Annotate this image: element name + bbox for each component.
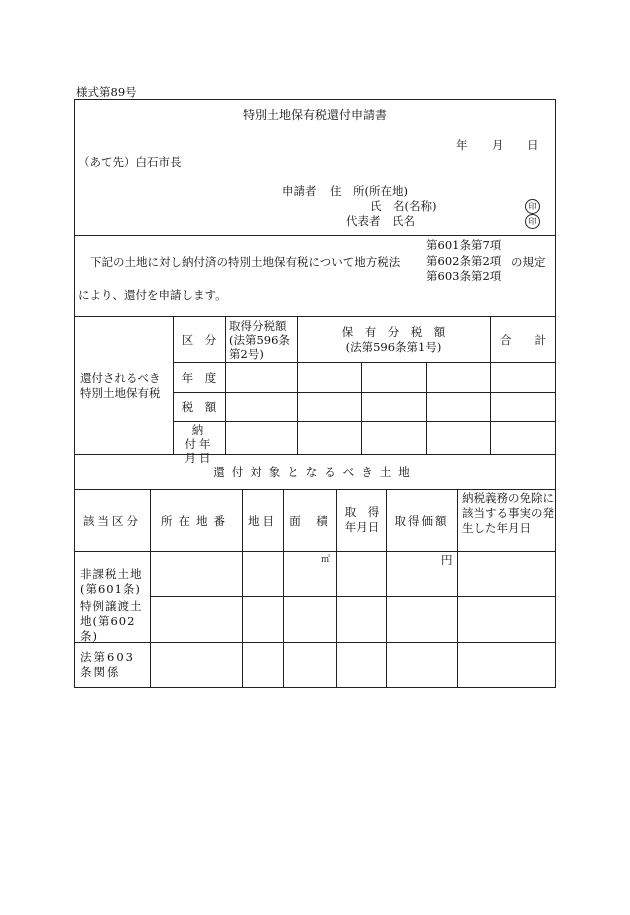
article-602: 第602条第2項 (426, 254, 502, 268)
kubun-header: 区 分 (181, 333, 217, 347)
grid-line (426, 362, 427, 454)
header-acq-date: 取 得年月日 (344, 505, 380, 534)
address-label: 住 所(所在地) (330, 184, 408, 198)
date-month: 月 (492, 138, 504, 152)
header-category: 該当区分 (83, 514, 141, 528)
applicant-label: 申請者 (282, 184, 317, 198)
frame-right (555, 99, 556, 688)
form-number: 様式第89号 (76, 85, 137, 99)
acquisition-tax-header: 取得分税額(法第596条第2号) (229, 319, 290, 361)
holding-tax-title: 保 有 分 税 額 (341, 325, 446, 339)
article-603: 第603条第2項 (426, 269, 502, 283)
header-acq-price: 取得価額 (394, 514, 449, 528)
row-label-year: 年 度 (181, 371, 217, 385)
representative-label: 代表者 氏名 (346, 214, 415, 228)
row-label-tax: 税 額 (181, 400, 217, 414)
article-601: 第601条第7項 (426, 238, 502, 252)
name-label: 氏 名(名称) (370, 199, 437, 213)
statement-line2: により、還付を申請します。 (78, 288, 227, 302)
category-non-taxable: 非課税土地(第601条) (80, 567, 143, 596)
grid-line (173, 421, 556, 422)
addressee: （あて先）白石市長 (78, 155, 182, 169)
header-land-type: 地目 (248, 514, 277, 528)
grid-line (150, 596, 556, 597)
divider (74, 316, 556, 317)
grid-line (457, 489, 458, 688)
category-special-transfer: 特例譲渡土地(第602条) (80, 599, 143, 643)
unit-area: ㎡ (321, 555, 331, 565)
divider (74, 489, 556, 490)
frame-bottom (74, 687, 556, 688)
grid-line (225, 316, 226, 454)
grid-line (173, 362, 556, 363)
statement-text: 下記の土地に対し納付済の特別土地保有税について地方税法 (90, 255, 401, 269)
date-year: 年 (456, 138, 468, 152)
frame-top (74, 99, 556, 100)
header-location: 所在地番 (161, 514, 231, 528)
land-section-title: 還付対象となるべき土地 (213, 465, 417, 479)
tax-row-header: 還付されるべき特別土地保有税 (80, 371, 161, 400)
form-title: 特別土地保有税還付申請書 (242, 108, 387, 122)
seal-icon: 印 (525, 214, 540, 229)
unit-price: 円 (441, 553, 453, 567)
grid-line (74, 551, 556, 552)
statement-suffix: の規定 (511, 255, 546, 269)
seal-icon: 印 (525, 199, 540, 214)
header-area: 面 積 (289, 514, 330, 528)
row-label-paydate: 納 付年月日 (184, 423, 221, 465)
category-art603: 法第603条関係 (80, 650, 135, 679)
grid-line (74, 454, 556, 455)
header-exemption: 納税義務の免除に該当する事実の発生した年月日 (462, 491, 554, 535)
grid-line (336, 489, 337, 688)
grid-line (361, 362, 362, 454)
divider (74, 235, 556, 236)
total-header: 合 計 (500, 333, 546, 347)
grid-line (173, 392, 556, 393)
date-day: 日 (527, 138, 539, 152)
frame-left (74, 99, 75, 688)
holding-tax-sub: (法第596条第1号) (345, 340, 442, 354)
